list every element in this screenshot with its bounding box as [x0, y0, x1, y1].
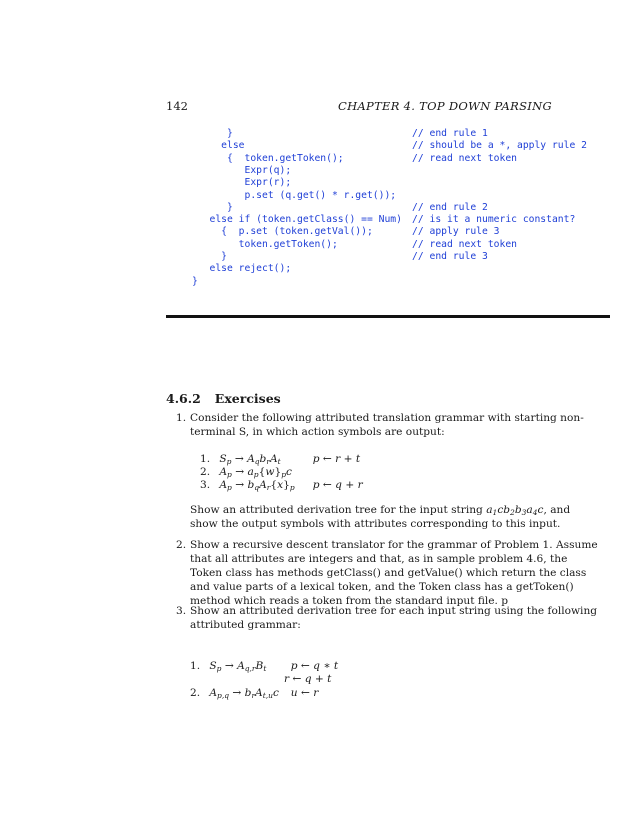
grammar-rule	[190, 685, 318, 701]
code-line: }	[192, 275, 198, 287]
code-line: else	[192, 140, 245, 152]
rule-action: p ← q ∗ t	[290, 660, 339, 672]
chapter-title: CHAPTER 4. TOP DOWN PARSING	[338, 99, 552, 113]
rule-number: 3.	[200, 479, 211, 491]
section-title: Exercises	[214, 391, 281, 406]
rule-number: 2.	[200, 466, 211, 478]
code-line: }	[192, 251, 227, 262]
rule-number: 1.	[200, 453, 211, 465]
exercise-1-number: 1.	[176, 412, 187, 424]
exercise-3-number: 3.	[176, 605, 187, 617]
code-comment: // end rule 1	[412, 128, 488, 139]
code-comment: // end rule 3	[412, 251, 488, 262]
exercise-2-line: method which reads a token from the standard input file. p	[190, 595, 509, 607]
code-comment: // read next token	[412, 238, 517, 250]
rule-number: 2.	[190, 687, 201, 699]
code-comment: // apply rule 3	[412, 226, 500, 238]
rule-production: $S_p \to A_qb_rA_t$	[219, 453, 281, 466]
rule-production: $A_p \to b_qA_r\{x\}_p$	[219, 479, 295, 492]
page-number: 142	[166, 99, 188, 113]
code-comment: // end rule 2	[412, 201, 488, 213]
rule-action: u ← r	[290, 687, 319, 699]
section-divider	[166, 315, 610, 318]
exercise-2-line: Show a recursive descent translator for the grammar of Problem 1. Assume	[190, 539, 598, 551]
code-comment: // should be a *, apply rule 2	[412, 140, 587, 152]
code-line: else if (token.getClass() == Num)	[192, 214, 402, 226]
code-line: { p.set (token.getVal());	[192, 226, 373, 238]
code-comment: // read next token	[412, 152, 517, 164]
exercise-3-line: attributed grammar:	[190, 619, 301, 631]
exercise-1-intro-line-1: Consider the following attributed translation grammar with starting non-	[190, 412, 584, 424]
rule-action: p ← r + t	[312, 453, 361, 465]
rule-production: $A_p \to a_p\{w\}_pc$	[219, 466, 292, 479]
rule-production: $A_{p,q} \to b_rA_{t,u}c$	[209, 687, 279, 700]
code-line: token.getToken();	[192, 238, 338, 250]
rule-production: $S_p \to A_{q,r}B_t$	[209, 660, 267, 673]
code-line: }	[192, 201, 233, 213]
code-line: Expr(q);	[192, 164, 292, 176]
exercise-1-followup-line-1: Show an attributed derivation tree for the input string $a_1cb_2b_3a_4c$, and	[190, 504, 571, 517]
code-line: Expr(r);	[192, 177, 292, 189]
exercise-3-line: Show an attributed derivation tree for each input string using the following	[190, 605, 598, 617]
exercise-2-line: and value parts of a lexical token, and the Token class has a getToken()	[190, 581, 574, 593]
exercise-2-number: 2.	[176, 539, 187, 551]
section-heading	[166, 391, 281, 406]
section-number: 4.6.2	[166, 391, 201, 406]
code-comment: // is it a numeric constant?	[412, 214, 576, 226]
rule-action: p ← q + r	[312, 479, 363, 491]
exercise-1-intro-line-2: terminal S, in which action symbols are output:	[190, 426, 445, 438]
exercise-2-line: Token class has methods getClass() and getValue() which return the class	[190, 567, 587, 579]
code-line: }	[192, 128, 233, 139]
code-line: { token.getToken();	[192, 152, 344, 164]
exercise-1-followup-line-2: show the output symbols with attributes corresponding to this input.	[190, 518, 561, 530]
code-line: p.set (q.get() * r.get());	[192, 189, 397, 201]
grammar-rule	[200, 477, 363, 493]
rule-number: 1.	[190, 660, 201, 672]
exercise-2-line: that all attributes are integers and that, as in sample problem 4.6, the	[190, 553, 568, 565]
rule-action-secondary: r ← q + t	[284, 673, 332, 685]
code-line: else reject();	[192, 263, 292, 275]
